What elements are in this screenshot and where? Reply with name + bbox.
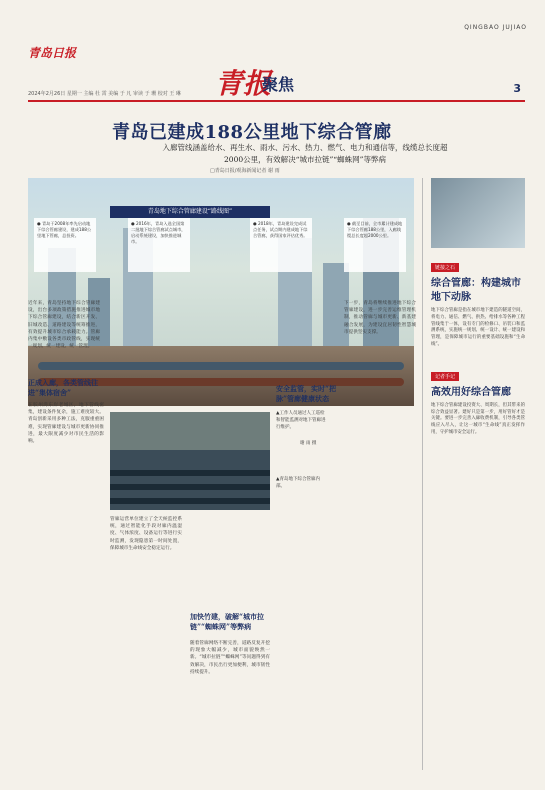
photo-caption: ▲青岛地下综合管廊内部。	[276, 477, 320, 489]
section-heading: 正成入廊，各类管线往进“集体宿舍”	[28, 378, 98, 397]
sidebar-title: 综合管廊：构建城市地下动脉	[431, 278, 521, 303]
brand-title: 青报	[215, 67, 272, 100]
photo-credit: 谢 雨 摄	[300, 441, 317, 446]
timeline-callout: ● 青岛于2008年率先启动地下综合管廊建设，建成188公里地下管廊，总投资。	[34, 218, 96, 272]
pipeline-photo	[110, 450, 270, 510]
body-column: 下一步，青岛将继续推进地下综合管廊建设，进一步完善运维管理机制，推动管廊与城市更新、新基建融合发展，为建设宜居韧性智慧城市提供坚实支撑。	[344, 301, 416, 335]
subheadline: 入廊管线涵盖给水、再生水、雨水、污水、热力、燃气、电力和通信等，线缆总长度超2000公里，有效解决“城市拉链”“蜘蛛网”等弊病	[162, 143, 448, 164]
newspaper-logo: 青岛日报	[28, 46, 77, 60]
body-column: 在胶州湾东岸老城区，地下管线密集，建设条件复杂，施工难度较大。青岛创新采用多种工法，克服重重困难，实现管廊建设与城市更新协同推进，最大限度减少对市民生活的影响。	[28, 403, 104, 445]
sidebar-title: 高效用好综合管廊	[431, 386, 511, 398]
body-column: 管廊运营单位建立了全天候监控系统，通过智能化手段对廊内温湿度、气体浓度、设备运行等进行实时监测，发现隐患第一时间处置，保障城市生命线安全稳定运行。	[110, 517, 182, 551]
body-column: 随着管廊网络不断完善，道路反复开挖的现象大幅减少，城市面貌焕然一新。“城市拉链”“蜘蛛网”等问题得到有效解决，市民出行更加便利，城市韧性持续提升。	[190, 641, 270, 675]
timeline-callout: ● 截至目前，全市累计建成地下综合管廊188公里，入廊线缆总长度超2000公里。	[344, 218, 406, 272]
section-heading: 安全监管，实时“把脉”管廊健康状态	[276, 384, 337, 403]
sidebar-tag: 链接之石	[431, 263, 459, 272]
section-title: 聚焦	[262, 75, 295, 94]
sidebar-tag: 记者手记	[431, 372, 459, 381]
body-column: 近年来，青岛坚持地下综合管廊建设，出台多项政策措施推进城市地下综合管廊建设，结合新区开发、旧城改造、道路建设等统筹推进，有效提升城市综合承载能力。管廊内集中敷设各类市政管线，实现统一规划、统一建设、统一管理。	[28, 301, 100, 350]
sidebar-text: 地下综合管廊建设投资大、周期长，但其带来的综合效益显著。建好只是第一步，用好管好才是关键。要进一步完善入廊收费机制，引导各类管线应入尽入，让这一城市“生命线”真正发挥作用，守护城市安全运行。	[431, 402, 525, 435]
timeline-callout: ● 2016年，青岛入选全国第二批地下综合管廊试点城市，启动系统建设，加快推进城市。	[128, 218, 190, 272]
dateline: 2024年2月26日 星期一 主编 杜 霄 美编 于 凡 审读 于 珊 校对 王 琳	[28, 91, 181, 97]
header-rule	[28, 100, 525, 102]
sidebar	[431, 178, 525, 770]
sidebar-image	[431, 178, 525, 248]
page-number: 3	[513, 82, 521, 95]
headline: 青岛已建成188公里地下综合管廊	[112, 122, 392, 143]
sidebar-text: 地下综合管廊是指在城市地下建造的隧道空间，将电力、通信、燃气、供热、给排水等各种工程管线集于一体，设有专门的检修口、吊装口和监测系统，实施统一规划、统一设计、统一建设和管理，是保障城市运行的重要基础设施和“生命线”。	[431, 308, 525, 347]
hero-banner: 青岛地下综合管廊建设“路线图”	[110, 206, 270, 218]
timeline-callout: ● 2018年，青岛建设完成试点任务，试点期内建成地下综合管廊，获得国家评估优秀。	[250, 218, 312, 272]
column-divider	[422, 178, 423, 770]
byline: □青岛日报/观海新闻记者 谢 雨	[210, 168, 280, 174]
section-heading: 加快竹建，破解“城市拉链”“蜘蛛网”等弊病	[190, 612, 265, 631]
photo-caption: ▲工作人员通过人工巡检和智能监测对地下管廊进行维护。	[276, 411, 326, 430]
section-label-latin: QINGBAO JUJIAO	[464, 24, 527, 31]
